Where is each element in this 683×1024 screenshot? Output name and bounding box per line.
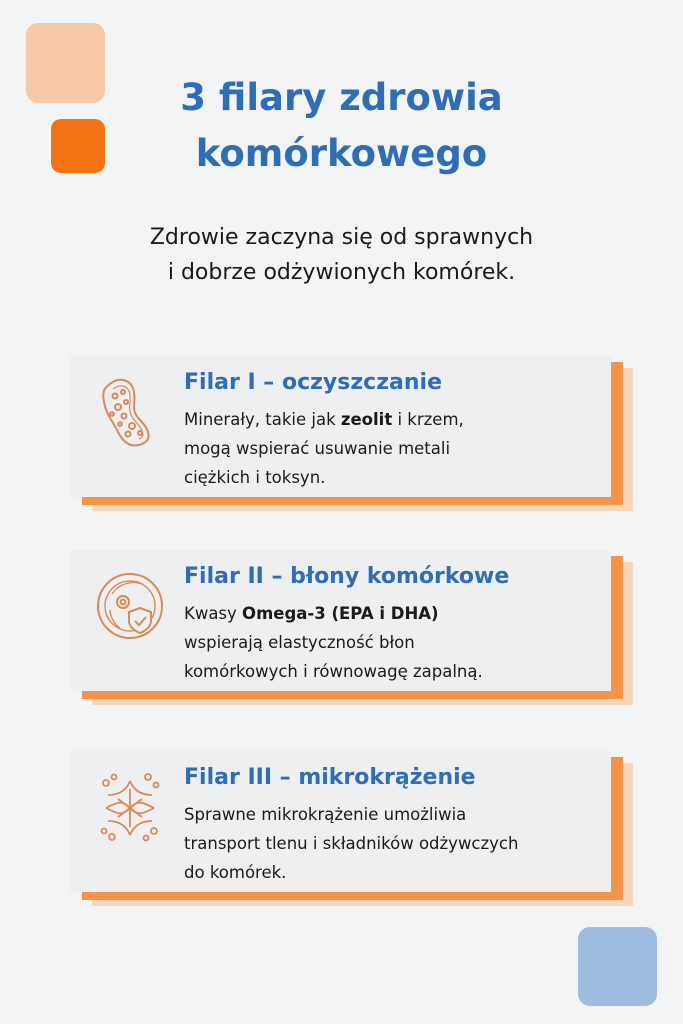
pillar-card-3 xyxy=(70,751,611,894)
microcirculation-icon xyxy=(96,769,164,843)
pillar-line: komórkowych i równowagę zapalną. xyxy=(184,662,483,681)
pillar-line: Sprawne mikrokrążenie umożliwia xyxy=(184,805,467,824)
pillar-line: Minerały, takie jak zeolit i krzem, xyxy=(184,410,464,429)
pillar-description xyxy=(184,599,604,686)
decorative-square-blue xyxy=(578,927,657,1006)
page-subtitle-line: Zdrowie zaczyna się od sprawnych xyxy=(149,225,534,250)
page-title-line: komórkowego xyxy=(195,132,488,175)
pillar-title: Filar III – mikrokrążenie xyxy=(184,765,476,790)
sponge-cell-icon xyxy=(96,374,164,448)
pillar-line: Kwasy Omega-3 (EPA i DHA) xyxy=(184,604,439,623)
pillar-line: transport tlenu i składników odżywczych xyxy=(184,834,519,853)
cell-shield-icon xyxy=(96,568,164,642)
page-subtitle-line: i dobrze odżywionych komórek. xyxy=(167,260,516,285)
pillar-line: ciężkich i toksyn. xyxy=(184,468,326,487)
pillar-line: wspierają elastyczność błon xyxy=(184,633,415,652)
pillar-line: do komórek. xyxy=(184,863,287,882)
pillar-description xyxy=(184,405,604,492)
pillar-card-1 xyxy=(70,356,611,499)
page-title-line: 3 filary zdrowia xyxy=(180,76,503,119)
pillar-title: Filar I – oczyszczanie xyxy=(184,370,442,395)
page-subtitle xyxy=(0,220,683,290)
pillar-title: Filar II – błony komórkowe xyxy=(184,564,510,589)
pillar-card-2 xyxy=(70,550,611,693)
page-title xyxy=(0,70,683,182)
pillar-line: mogą wspierać usuwanie metali xyxy=(184,439,451,458)
pillar-description xyxy=(184,800,604,887)
